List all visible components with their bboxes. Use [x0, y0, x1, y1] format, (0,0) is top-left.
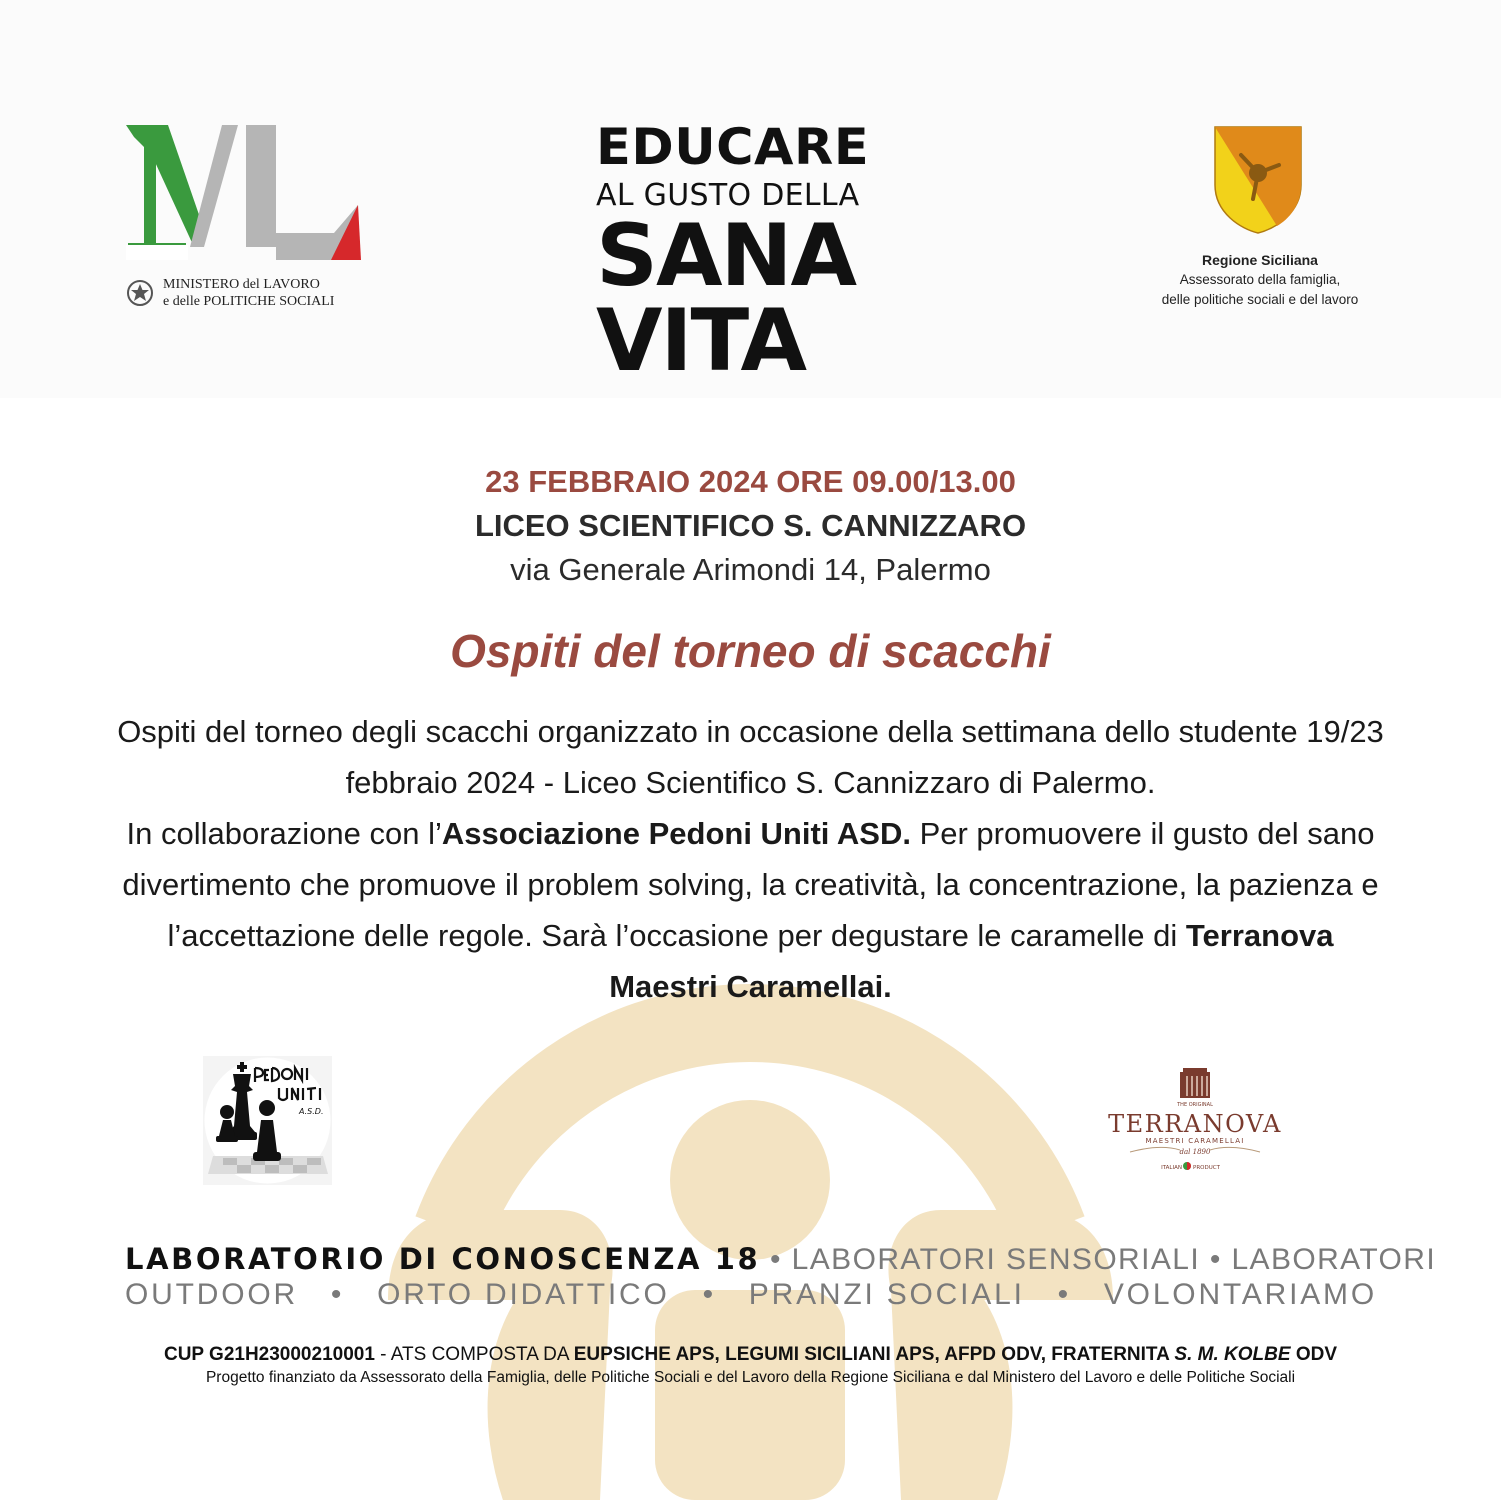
event-venue: LICEO SCIENTIFICO S. CANNIZZARO: [474, 508, 1027, 543]
labs-bullet: •: [702, 1278, 716, 1311]
description-p2-pre: In collaborazione con l’: [126, 816, 442, 851]
labs-volontariamo: VOLONTARIAMO: [1103, 1278, 1377, 1311]
cup-mid: - ATS COMPOSTA DA: [374, 1344, 574, 1365]
svg-text:PRODUCT: PRODUCT: [1193, 1165, 1220, 1171]
svg-text:MAESTRI CARAMELLAI: MAESTRI CARAMELLAI: [1145, 1137, 1245, 1145]
svg-text:A.S.D.: A.S.D.: [299, 1107, 324, 1116]
labs-line-2: [125, 1278, 1377, 1312]
cup-partners: EUPSICHE APS, LEGUMI SICILIANI APS, AFPD ODV, FRATERNITA: [573, 1344, 1175, 1365]
pedoni-uniti-logo: [203, 1056, 332, 1185]
region-line1: Assessorato della famiglia,: [1179, 272, 1341, 287]
ministry-name: [163, 276, 334, 310]
funding-note: Progetto finanziato da Assessorato della Famiglia, delle Politiche Sociali e del Lavoro della Regione Siciliana e dal Ministero del Lavoro e delle Politiche Sociali: [205, 1369, 1296, 1386]
sicily-shield-icon: [1213, 125, 1303, 235]
ministry-logo: [126, 125, 361, 260]
title-line-3: SANA: [596, 206, 856, 306]
cup-code: CUP G21H23000210001: [163, 1344, 375, 1365]
labs-line-1: [125, 1242, 1437, 1277]
svg-text:dal 1890: dal 1890: [1179, 1148, 1211, 1156]
description-p1: Ospiti del torneo degli scacchi organizzato in occasione della settimana dello studente 19/23 febbraio 2024 - Liceo Scientifico S. Cannizzaro di Palermo.: [117, 714, 1384, 800]
cup-end: ODV: [1290, 1344, 1337, 1365]
labs-main: LABORATORIO DI CONOSCENZA 18: [125, 1242, 761, 1276]
title-line-2: AL GUSTO DELLA: [596, 178, 860, 213]
region-name: Regione Siciliana: [1202, 252, 1318, 268]
description-p2-post: Per promuovere il gusto del sano divertimento che promuove il problem solving, la creatività, la concentrazione, la pazienza e l’accettazione delle regole. Sarà l’occasione per degustare le caramelle di: [122, 816, 1379, 953]
cup-kolbe: S. M. KOLBE: [1174, 1344, 1291, 1365]
description-sponsor-bold: Terranova Maestri Caramellai.: [609, 918, 1334, 1004]
terranova-logo: [1090, 1066, 1300, 1176]
labs-outdoor: OUTDOOR: [125, 1278, 298, 1311]
ministry-line2: e delle POLITICHE SOCIALI: [163, 294, 335, 309]
svg-text:THE ORIGINAL: THE ORIGINAL: [1177, 1102, 1213, 1108]
ministry-line1: MINISTERO del LAVORO: [163, 277, 320, 292]
cup-line: [0, 1344, 1501, 1366]
labs-bullet: •: [1057, 1278, 1071, 1311]
description-partner-bold: Associazione Pedoni Uniti ASD.: [441, 816, 911, 851]
event-address: via Generale Arimondi 14, Palermo: [510, 552, 991, 587]
description: [110, 706, 1391, 1012]
event-subtitle: Ospiti del torneo di scacchi: [450, 625, 1051, 677]
region-line2: delle politiche sociali e del lavoro: [1161, 292, 1359, 307]
italian-emblem-icon: [126, 279, 154, 307]
event-date: 23 FEBBRAIO 2024 ORE 09.00/13.00: [485, 464, 1016, 499]
labs-rest: • LABORATORI SENSORIALI • LABORATORI: [760, 1243, 1437, 1276]
labs-bullet: •: [330, 1278, 345, 1311]
svg-text:TERRANOVA: TERRANOVA: [1108, 1110, 1282, 1138]
svg-text:ITALIAN: ITALIAN: [1161, 1165, 1182, 1171]
labs-pranzi: PRANZI SOCIALI: [748, 1278, 1025, 1311]
title-line-1: EDUCARE: [596, 118, 870, 176]
labs-orto: ORTO DIDATTICO: [377, 1278, 670, 1311]
title-line-4: VITA: [596, 291, 806, 391]
